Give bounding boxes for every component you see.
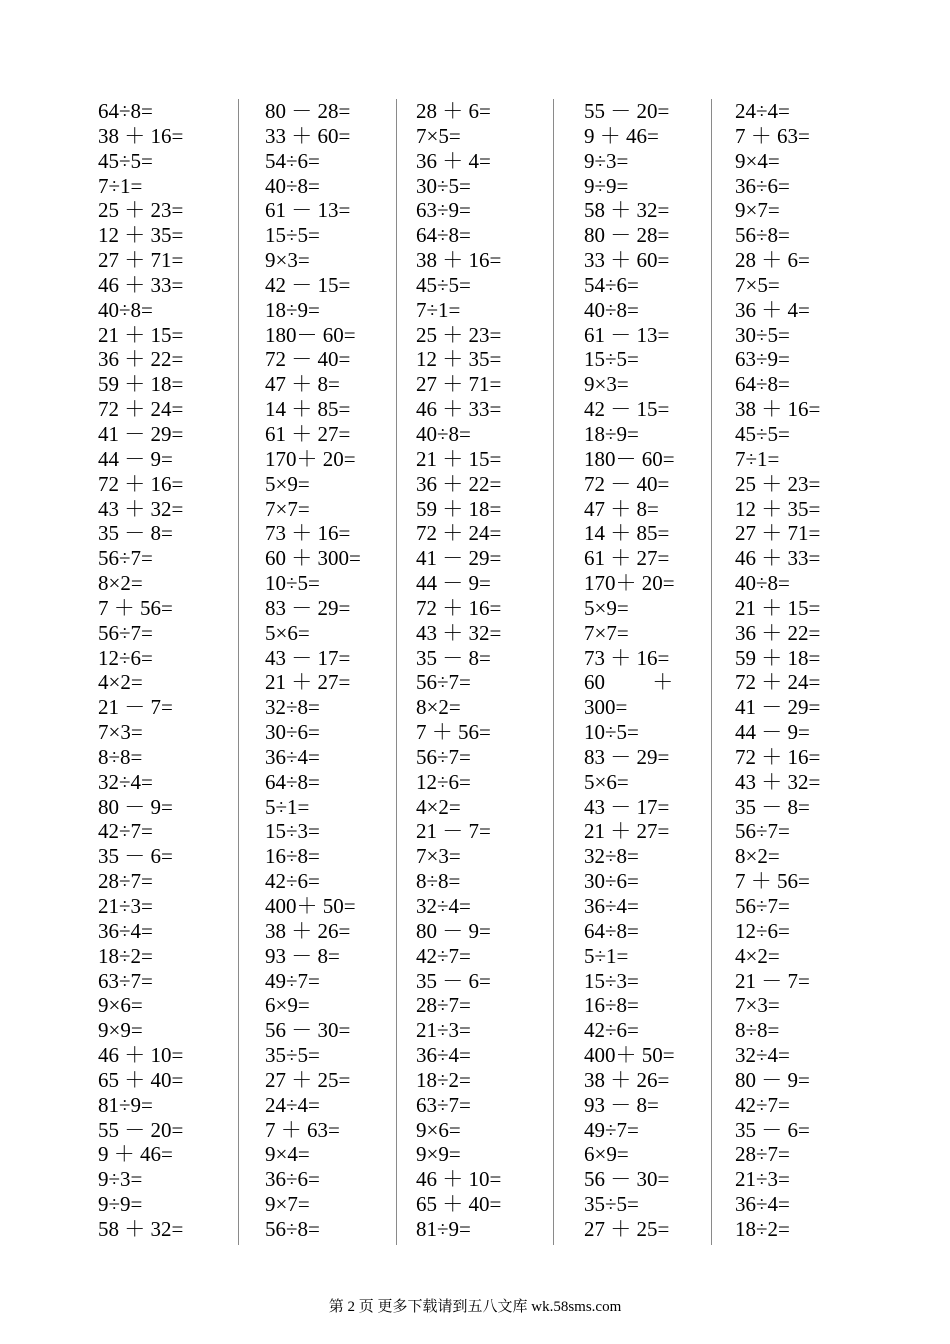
math-problem: 21 ＋ 15= xyxy=(735,595,821,620)
math-problem: 59 ＋ 18= xyxy=(735,645,821,670)
math-problem: 35÷5= xyxy=(584,1192,639,1217)
math-problem: 30÷5= xyxy=(416,173,471,198)
math-problem: 41 － 29= xyxy=(98,421,184,446)
math-problem: 4×2= xyxy=(735,943,780,968)
math-problem: 30÷5= xyxy=(735,322,790,347)
math-problem: 9×3= xyxy=(584,372,629,397)
math-problem: 72 ＋ 24= xyxy=(98,397,184,422)
math-problem: 63÷7= xyxy=(416,1092,471,1117)
math-problem: 21 ＋ 27= xyxy=(265,670,351,695)
math-problem: 36 ＋ 4= xyxy=(735,297,810,322)
math-problem: 36 ＋ 22= xyxy=(416,471,502,496)
math-problem: 80 － 9= xyxy=(416,918,491,943)
math-problem: 73 ＋ 16= xyxy=(265,521,351,546)
math-problem: 36÷4= xyxy=(584,894,639,918)
math-problem: 63÷9= xyxy=(416,198,471,223)
math-problem: 56÷7= xyxy=(735,819,790,844)
math-problem: 38 ＋ 16= xyxy=(416,248,502,273)
math-problem: 21÷3= xyxy=(735,1167,790,1192)
math-problem: 8÷8= xyxy=(416,869,461,894)
math-problem: 28÷7= xyxy=(98,869,153,894)
math-problem: 56÷8= xyxy=(735,223,790,248)
math-problem: 45÷5= xyxy=(416,272,471,297)
math-problem: 6×9= xyxy=(584,1142,629,1167)
math-problem: 21 － 7= xyxy=(98,695,173,720)
math-problem: 400＋ 50= xyxy=(584,1043,675,1068)
math-problem: 42÷7= xyxy=(735,1092,790,1117)
math-problem: 80 － 28= xyxy=(584,223,670,248)
math-problem: 35 － 6= xyxy=(735,1117,810,1142)
math-problem: 7÷1= xyxy=(735,446,780,471)
math-problem: 72 － 40= xyxy=(265,347,351,372)
math-problem: 45÷5= xyxy=(735,421,790,446)
math-problem: 35 － 6= xyxy=(98,844,173,869)
math-problem: 28÷7= xyxy=(735,1142,790,1167)
math-problem: 55 － 20= xyxy=(98,1117,184,1142)
math-problem: 61 － 13= xyxy=(584,322,670,347)
math-problem: 14 ＋ 85= xyxy=(584,521,670,546)
math-problem: 18÷9= xyxy=(265,297,320,322)
math-problem: 9×6= xyxy=(98,993,143,1018)
math-problem: 40÷8= xyxy=(584,297,639,322)
math-problem: 61 ＋ 27= xyxy=(265,421,351,446)
math-problem: 42 － 15= xyxy=(265,272,351,297)
math-problem: 5×9= xyxy=(265,471,310,496)
problem-column-4 xyxy=(584,99,675,1242)
math-problem: 4×2= xyxy=(98,670,143,695)
math-problem: 35 － 6= xyxy=(416,968,491,993)
math-problem: 21÷3= xyxy=(416,1018,471,1043)
math-problem: 38 ＋ 26= xyxy=(265,918,351,943)
math-problem: 5×6= xyxy=(265,620,310,645)
math-problem: 36÷4= xyxy=(265,744,320,769)
math-problem: 56 － 30= xyxy=(265,1018,351,1043)
math-problem: 12 ＋ 35= xyxy=(735,496,821,521)
math-problem: 15÷3= xyxy=(584,968,639,993)
math-problem: 170＋ 20= xyxy=(584,571,675,596)
problem-column-5 xyxy=(735,99,820,1242)
math-problem: 72 ＋ 16= xyxy=(98,471,184,496)
math-problem: 12÷6= xyxy=(98,645,153,670)
column-divider xyxy=(396,99,397,1245)
math-problem: 81÷9= xyxy=(98,1092,153,1117)
math-problem: 64÷8= xyxy=(584,918,639,943)
math-problem: 30÷6= xyxy=(265,720,320,745)
math-problem: 46 ＋ 10= xyxy=(98,1043,184,1068)
math-problem: 80 － 9= xyxy=(735,1067,810,1092)
math-problem: 10÷5= xyxy=(265,571,320,596)
math-problem: 35 － 8= xyxy=(416,645,491,670)
math-problem: 93 － 8= xyxy=(265,943,340,968)
math-problem: 44 － 9= xyxy=(416,571,491,596)
math-problem: 7×3= xyxy=(416,844,461,869)
math-problem: 47 ＋ 8= xyxy=(584,496,659,521)
math-problem: 93 － 8= xyxy=(584,1092,659,1117)
math-problem: 47 ＋ 8= xyxy=(265,372,340,397)
math-problem: 21÷3= xyxy=(98,894,153,918)
math-problem: 65 ＋ 40= xyxy=(416,1192,502,1217)
math-problem: 5×9= xyxy=(584,595,629,620)
math-problem: 72 － 40= xyxy=(584,471,670,496)
math-problem: 7×3= xyxy=(735,993,780,1018)
math-problem: 21 ＋ 27= xyxy=(584,819,670,844)
math-problem: 7×7= xyxy=(265,496,310,521)
math-problem: 54÷6= xyxy=(584,272,639,297)
math-problem: 9×9= xyxy=(416,1142,461,1167)
math-problem: 56÷7= xyxy=(416,744,471,769)
math-problem: 44 － 9= xyxy=(735,720,810,745)
math-problem: 24÷4= xyxy=(265,1092,320,1117)
math-problem: 21 － 7= xyxy=(416,819,491,844)
math-problem: 59 ＋ 18= xyxy=(416,496,502,521)
math-problem: 35 － 8= xyxy=(735,794,810,819)
math-problem: 9×6= xyxy=(416,1117,461,1142)
math-problem: 80 － 9= xyxy=(98,794,173,819)
math-problem: 18÷9= xyxy=(584,421,639,446)
math-problem: 59 ＋ 18= xyxy=(98,372,184,397)
math-problem: 27 ＋ 25= xyxy=(584,1216,670,1241)
math-problem: 5×6= xyxy=(584,769,629,794)
math-problem: 83 － 29= xyxy=(265,595,351,620)
math-problem: 5÷1= xyxy=(584,943,629,968)
math-problem: 27 ＋ 71= xyxy=(416,372,502,397)
math-problem: 28 ＋ 6= xyxy=(735,248,810,273)
math-problem: 27 ＋ 71= xyxy=(735,521,821,546)
math-problem: 7÷1= xyxy=(98,173,143,198)
math-problem: 72 ＋ 16= xyxy=(735,744,821,769)
math-problem: 27 ＋ 71= xyxy=(98,248,184,273)
math-problem: 56÷7= xyxy=(735,894,790,918)
math-problem: 63÷9= xyxy=(735,347,790,372)
math-problem: 4×2= xyxy=(416,794,461,819)
math-problem: 36÷6= xyxy=(735,173,790,198)
math-problem: 64÷8= xyxy=(98,99,153,123)
math-problem: 9×7= xyxy=(265,1192,310,1217)
math-problem: 72 ＋ 24= xyxy=(735,670,821,695)
math-problem: 9×4= xyxy=(735,148,780,173)
math-problem: 15÷5= xyxy=(584,347,639,372)
math-problem: 55 － 20= xyxy=(584,99,670,123)
math-problem: 14 ＋ 85= xyxy=(265,397,351,422)
math-problem: 65 ＋ 40= xyxy=(98,1067,184,1092)
math-problem: 35÷5= xyxy=(265,1043,320,1068)
math-problem: 21 － 7= xyxy=(735,968,810,993)
math-problem: 8×2= xyxy=(98,571,143,596)
math-problem: 36 ＋ 4= xyxy=(416,148,491,173)
math-problem: 63÷7= xyxy=(98,968,153,993)
column-divider xyxy=(238,99,239,1245)
math-problem: 15÷3= xyxy=(265,819,320,844)
math-problem: 33 ＋ 60= xyxy=(265,123,351,148)
math-problem: 10÷5= xyxy=(584,720,639,745)
math-problem: 46 ＋ 33= xyxy=(98,272,184,297)
math-problem: 9 ＋ 46= xyxy=(98,1142,173,1167)
problem-column-3 xyxy=(416,99,501,1242)
math-problem: 42÷7= xyxy=(416,943,471,968)
math-problem: 36 ＋ 22= xyxy=(735,620,821,645)
math-problem: 7 ＋ 56= xyxy=(98,595,173,620)
math-problem: 8×2= xyxy=(416,695,461,720)
math-problem: 25 ＋ 23= xyxy=(416,322,502,347)
math-problem: 56 － 30= xyxy=(584,1167,670,1192)
math-problem: 46 ＋ 33= xyxy=(735,546,821,571)
math-problem: 38 ＋ 26= xyxy=(584,1067,670,1092)
math-problem: 38 ＋ 16= xyxy=(98,123,184,148)
math-problem: 7 ＋ 63= xyxy=(735,123,810,148)
math-problem: 44 － 9= xyxy=(98,446,173,471)
math-problem: 8×2= xyxy=(735,844,780,869)
math-problem: 12 ＋ 35= xyxy=(416,347,502,372)
math-problem: 32÷8= xyxy=(265,695,320,720)
math-problem: 9×7= xyxy=(735,198,780,223)
math-problem: 56÷8= xyxy=(265,1216,320,1241)
math-problem: 40÷8= xyxy=(416,421,471,446)
math-problem: 64÷8= xyxy=(735,372,790,397)
page-footer: 第 2 页 更多下载请到五八文库 wk.58sms.com xyxy=(328,1299,622,1315)
math-problem: 56÷7= xyxy=(416,670,471,695)
math-problem: 300= xyxy=(584,695,628,720)
math-problem: 32÷4= xyxy=(416,894,471,918)
math-problem: 58 ＋ 32= xyxy=(584,198,670,223)
math-problem: 16÷8= xyxy=(584,993,639,1018)
math-problem: 9÷3= xyxy=(98,1167,143,1192)
math-problem: 8÷8= xyxy=(735,1018,780,1043)
math-problem: 32÷4= xyxy=(98,769,153,794)
math-problem: 32÷4= xyxy=(735,1043,790,1068)
math-problem: 38 ＋ 16= xyxy=(735,397,821,422)
math-problem: 64÷8= xyxy=(416,223,471,248)
math-problem: 15÷5= xyxy=(265,223,320,248)
math-problem: 42÷6= xyxy=(584,1018,639,1043)
math-problem: 21 ＋ 15= xyxy=(416,446,502,471)
math-problem: 41 － 29= xyxy=(416,546,502,571)
math-problem: 41 － 29= xyxy=(735,695,821,720)
math-problem: 7×3= xyxy=(98,720,143,745)
math-problem: 73 ＋ 16= xyxy=(584,645,670,670)
math-problem: 32÷8= xyxy=(584,844,639,869)
math-problem: 5÷1= xyxy=(265,794,310,819)
math-problem: 42 － 15= xyxy=(584,397,670,422)
math-problem: 7×5= xyxy=(735,272,780,297)
math-problem: 9÷3= xyxy=(584,148,629,173)
math-problem: 7÷1= xyxy=(416,297,461,322)
math-problem: 12 ＋ 35= xyxy=(98,223,184,248)
math-problem: 46 ＋ 33= xyxy=(416,397,502,422)
math-problem: 8÷8= xyxy=(98,744,143,769)
math-problem: 170＋ 20= xyxy=(265,446,356,471)
math-problem: 54÷6= xyxy=(265,148,320,173)
math-problem: 72 ＋ 24= xyxy=(416,521,502,546)
math-problem: 7×5= xyxy=(416,123,461,148)
math-problem: 43 ＋ 32= xyxy=(98,496,184,521)
math-problem: 83 － 29= xyxy=(584,744,670,769)
math-problem: 33 ＋ 60= xyxy=(584,248,670,273)
math-problem: 43 ＋ 32= xyxy=(416,620,502,645)
math-problem: 400＋ 50= xyxy=(265,894,356,918)
math-problem: 36÷6= xyxy=(265,1167,320,1192)
math-problem: 28 ＋ 6= xyxy=(416,99,491,123)
math-problem: 40÷8= xyxy=(98,297,153,322)
math-problem: 42÷7= xyxy=(98,819,153,844)
math-problem: 180－ 60= xyxy=(584,446,675,471)
math-problem: 36÷4= xyxy=(98,918,153,943)
math-problem: 36÷4= xyxy=(735,1192,790,1217)
math-problem: 61 － 13= xyxy=(265,198,351,223)
column-divider xyxy=(553,99,554,1245)
math-problem: 9÷9= xyxy=(584,173,629,198)
math-problem: 40÷8= xyxy=(265,173,320,198)
math-problem: 25 ＋ 23= xyxy=(735,471,821,496)
math-problem: 9×4= xyxy=(265,1142,310,1167)
math-problem: 56÷7= xyxy=(98,620,153,645)
math-problem: 42÷6= xyxy=(265,869,320,894)
math-problem: 36÷4= xyxy=(416,1043,471,1068)
math-problem: 9÷9= xyxy=(98,1192,143,1217)
math-problem: 27 ＋ 25= xyxy=(265,1067,351,1092)
math-problem: 49÷7= xyxy=(265,968,320,993)
math-problem: 64÷8= xyxy=(265,769,320,794)
math-problem: 16÷8= xyxy=(265,844,320,869)
math-problem: 180－ 60= xyxy=(265,322,356,347)
math-problem: 45÷5= xyxy=(98,148,153,173)
math-problem: 81÷9= xyxy=(416,1216,471,1241)
math-problem: 58 ＋ 32= xyxy=(98,1216,184,1241)
math-problem: 12÷6= xyxy=(735,918,790,943)
math-problem: 56÷7= xyxy=(98,546,153,571)
math-problem: 40÷8= xyxy=(735,571,790,596)
math-problem: 7 ＋ 56= xyxy=(735,869,810,894)
math-problem: 9×9= xyxy=(98,1018,143,1043)
problem-column-2 xyxy=(265,99,361,1242)
math-problem: 36 ＋ 22= xyxy=(98,347,184,372)
math-problem: 21 ＋ 15= xyxy=(98,322,184,347)
math-problem: 7 ＋ 63= xyxy=(265,1117,340,1142)
math-problem: 18÷2= xyxy=(98,943,153,968)
math-problem: 25 ＋ 23= xyxy=(98,198,184,223)
math-problem: 6×9= xyxy=(265,993,310,1018)
math-problem: 28÷7= xyxy=(416,993,471,1018)
math-problem: 30÷6= xyxy=(584,869,639,894)
problem-column-1 xyxy=(98,99,183,1242)
math-problem: 7 ＋ 56= xyxy=(416,720,491,745)
math-problem: 43 － 17= xyxy=(584,794,670,819)
math-problem: 72 ＋ 16= xyxy=(416,595,502,620)
math-problem: 49÷7= xyxy=(584,1117,639,1142)
math-problem: 18÷2= xyxy=(735,1216,790,1241)
math-problem: 60 ＋ xyxy=(584,670,674,695)
math-problem: 24÷4= xyxy=(735,99,790,123)
math-problem: 12÷6= xyxy=(416,769,471,794)
math-problem: 46 ＋ 10= xyxy=(416,1167,502,1192)
math-problem: 7×7= xyxy=(584,620,629,645)
math-problem: 60 ＋ 300= xyxy=(265,546,361,571)
math-problem: 35 － 8= xyxy=(98,521,173,546)
math-problem: 9×3= xyxy=(265,248,310,273)
math-problem: 43 － 17= xyxy=(265,645,351,670)
math-problem: 80 － 28= xyxy=(265,99,351,123)
math-problem: 43 ＋ 32= xyxy=(735,769,821,794)
column-divider xyxy=(711,99,712,1245)
math-problem: 9 ＋ 46= xyxy=(584,123,659,148)
math-problem: 61 ＋ 27= xyxy=(584,546,670,571)
math-problem: 18÷2= xyxy=(416,1067,471,1092)
